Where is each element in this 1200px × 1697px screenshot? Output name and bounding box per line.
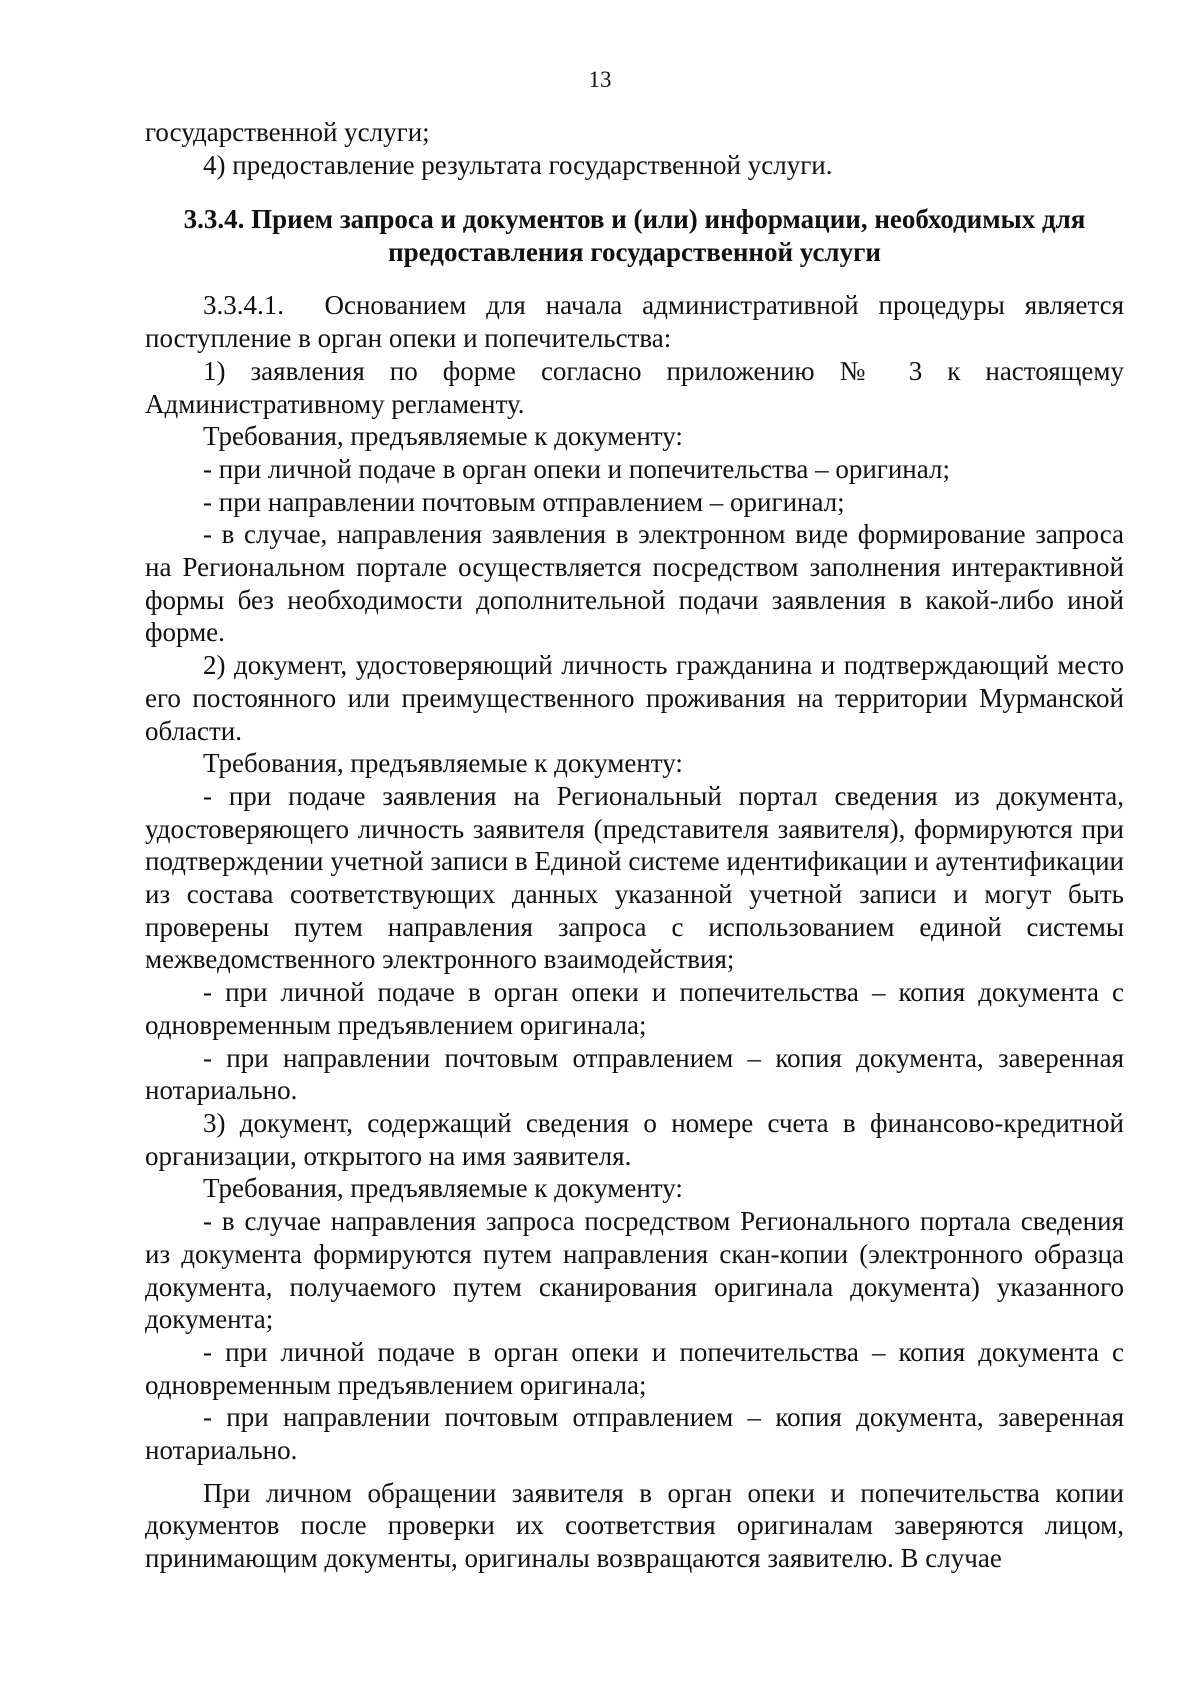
paragraph: - при подаче заявления на Региональный портал сведения из документа, удостоверяющего личность заявителя (представителя заявителя), формируются при подтверждении учетной записи в Единой системе идентификации и аутентификации из состава соответствующих данных указанной учетной записи и могут быть проверены путем направления запроса с использованием единой системы межведомственного электронного взаимодействия; bbox=[145, 780, 1124, 975]
paragraph: - в случае, направления заявления в электронном виде формирование запроса на Региональном портале осуществляется посредством заполнения интерактивной формы без необходимости дополнительной подачи заявления в какой-либо иной форме. bbox=[145, 519, 1124, 648]
paragraph: Требования, предъявляемые к документу: bbox=[203, 748, 683, 779]
paragraph: 3.3.4.1. Основанием для начала административной процедуры является поступление в орган опеки и попечительства: bbox=[145, 290, 1124, 354]
paragraph: 1) заявления по форме согласно приложению № 3 к настоящему Административному регламенту. bbox=[145, 355, 1124, 419]
paragraph-continuation: государственной услуги; bbox=[145, 117, 430, 147]
section-heading: 3.3.4. Прием запроса и документов и (или) информации, необходимых для предоставления государственной услуги bbox=[183, 204, 1086, 268]
paragraph: - при личной подаче в орган опеки и попечительства – оригинал; bbox=[203, 453, 950, 484]
paragraph: - при направлении почтовым отправлением – оригинал; bbox=[203, 486, 845, 517]
paragraph: При личном обращении заявителя в орган опеки и попечительства копии документов после проверки их соответствия оригиналам заверяются лицом, принимающим документы, оригиналы возвращаются заявителю. В случае bbox=[145, 1477, 1124, 1574]
paragraph: - в случае направления запроса посредством Регионального портала сведения из документа формируются путем направления скан-копии (электронного образца документа, получаемого путем сканирования оригинала документа) указанного документа; bbox=[145, 1206, 1124, 1335]
paragraph: - при направлении почтовым отправлением – копия документа, заверенная нотариально. bbox=[145, 1402, 1124, 1466]
document-body bbox=[145, 116, 1124, 1575]
paragraph: Требования, предъявляемые к документу: bbox=[203, 1173, 683, 1204]
paragraph: 2) документ, удостоверяющий личность гражданина и подтверждающий место его постоянного или преимущественного проживания на территории Мурманской области. bbox=[145, 650, 1124, 746]
page-number: 13 bbox=[588, 67, 612, 92]
paragraph: - при направлении почтовым отправлением – копия документа, заверенная нотариально. bbox=[145, 1042, 1124, 1106]
paragraph: - при личной подаче в орган опеки и попечительства – копия документа с одновременным предъявлением оригинала; bbox=[145, 1336, 1124, 1400]
paragraph: Требования, предъявляемые к документу: bbox=[203, 421, 683, 452]
paragraph: - при личной подаче в орган опеки и попечительства – копия документа с одновременным предъявлением оригинала; bbox=[145, 977, 1124, 1040]
list-item-4: 4) предоставление результата государственной услуги. bbox=[203, 149, 833, 180]
paragraph: 3) документ, содержащий сведения о номере счета в финансово-кредитной организации, открытого на имя заявителя. bbox=[145, 1107, 1124, 1171]
